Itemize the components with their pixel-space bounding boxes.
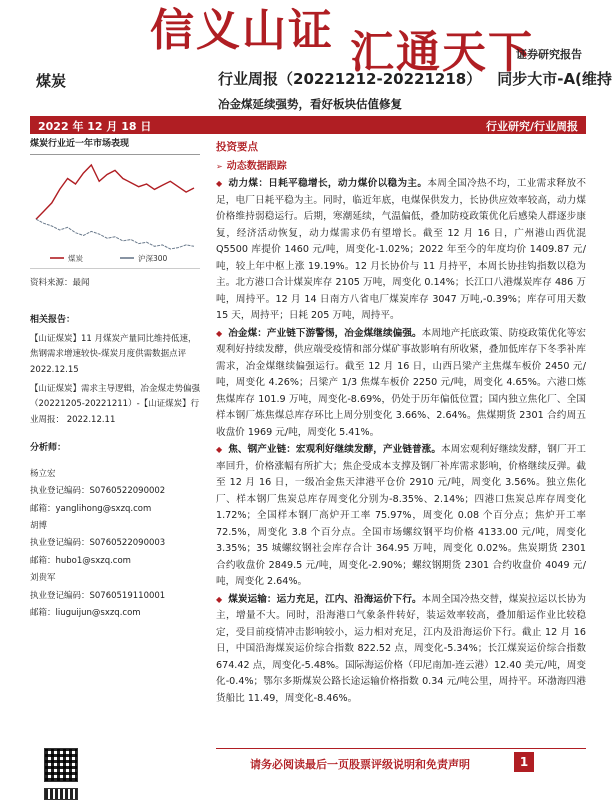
footer-divider <box>216 748 586 749</box>
paragraph-transport <box>216 592 586 708</box>
report-type: 证券研究报告 <box>516 48 582 61</box>
bullet-icon: ◆ <box>216 179 223 189</box>
slogan-part-1: 信义山证 <box>150 5 334 56</box>
analyst-name: 刘贵军 <box>30 573 56 584</box>
paragraph-thermal-coal <box>216 176 586 325</box>
report-title-text: 行业周报（20221212-20221218） <box>218 70 482 88</box>
main-content <box>216 138 586 707</box>
sub-heading-text: 动态数据跟踪 <box>226 161 287 173</box>
arrow-icon: ➢ <box>216 162 223 172</box>
paragraph-body: 本周全国冷热交替，煤炭拉运以长协为主，增量不大。同时，沿海港口气象条件转好，装运效率较高，叠加船运作业比较稳定，受目前疫情冲击影响较小，运力相对充足，江内及沿海运价下行。截止 12 月 16 日，中国沿海煤炭运价综合指数 822.52 点，周变化-5.34%；长江煤炭运价综合指数 674.42 点，周变化-5.48%。国际海运价格（印尼南加-连云港）12.40 美元/吨，周变化-0.4%；鄂尔多斯煤炭公路长途运输价格指数 0.34 元/吨公里，周持平。环渤海四港货船比 11.49，周变化-8.46%。 <box>216 593 587 704</box>
report-subtitle: 冶金煤延续强势，看好板块估值修复 <box>218 97 402 111</box>
chart-title: 煤炭行业近一年市场表现 <box>30 138 200 155</box>
legend-label-0: 煤炭 <box>68 253 83 263</box>
barcode-icon <box>44 788 78 800</box>
series-line-0 <box>36 165 194 219</box>
chart-source: 资料来源：最闻 <box>30 277 90 288</box>
market-performance-chart <box>30 157 200 269</box>
paragraph-body: 本周全国冷热不均，工业需求释放不足，电厂日耗平稳为主。同时，临近年底，电煤保供发力，长协供应效率较高，动力煤价格维持弱稳运行。后期，寒潮延续，气温偏低，叠加防疫政策优化后感染人群逐步康复，经济活动恢复，动力煤需求仍有望增长。截至 12 月 16 日，广州港山西优混 Q5500 库提价 1460 元/吨，周变化-1.02%；2022 年至今的年度均价 1409.87 元/吨，较上年中枢上涨 19.19%。12 月长协价与 11 月持平，本周长协挂钩指数以稳为主。北方港口合计煤炭库存 2105 万吨，周变化 0.14%；长江口八港煤炭库存 486 万吨，周持平。12 月 14 日南方八省电厂煤炭库存 3047 万吨,-0.39%；库存可用天数 15 天，周持平；日耗 205 万吨，周持平。 <box>216 178 587 322</box>
section-heading: 投资要点 <box>216 141 258 153</box>
page-number: 1 <box>514 752 534 772</box>
analyst-title: 分析师： <box>30 442 67 453</box>
disclaimer-notice[interactable]: 请务必阅读最后一页股票评级说明和免责声明 <box>250 758 470 771</box>
analyst-email[interactable]: 邮箱：liuguijun@sxzq.com <box>30 608 141 619</box>
report-date: 2022 年 12 月 18 日 <box>38 120 152 133</box>
report-classification: 行业研究/行业周报 <box>485 120 578 133</box>
analyst-email[interactable]: 邮箱：yanglihong@sxzq.com <box>30 503 152 514</box>
analyst-name: 胡博 <box>30 521 48 532</box>
brand-slogan <box>150 0 534 78</box>
related-report-2[interactable]: 【山证煤炭】需求主导逻辑，冶金煤走势偏强（20221205-20221211）-【山证煤炭】行业周报： 2022.12.11 <box>30 383 201 425</box>
rating: 同步大市-A(维持 <box>497 70 612 88</box>
analyst-reg: 执业登记编码：S0760519110001 <box>30 590 166 601</box>
paragraph-lead: 煤炭运输：运力充足，江内、沿海运价下行。 <box>228 593 422 605</box>
analyst-reg: 执业登记编码：S0760522090002 <box>30 486 166 497</box>
chart-svg <box>30 157 200 269</box>
legend-label-1: 沪深300 <box>138 253 168 263</box>
date-bar <box>30 116 586 134</box>
paragraph-lead: 动力煤：日耗平稳增长，动力煤价以稳为主。 <box>228 178 428 190</box>
paragraph-coking-coal <box>216 326 586 442</box>
analyst-list <box>30 466 200 623</box>
analyst-email[interactable]: 邮箱：hubo1@sxzq.com <box>30 555 131 566</box>
paragraph-lead: 焦、钢产业链：宏观利好继续发酵，产业链普涨。 <box>228 444 442 456</box>
paragraph-body: 本周宏观利好继续发酵，钢厂开工率回升，价格涨幅有所扩大；焦企受成本支撑及钢厂补库需求影响，价格继续反弹。截至 12 月 16 日，一级冶金焦天津港平仓价 2910 元/吨，周变化 3.56%。独立焦化厂、样本钢厂焦炭总库存周变化分别为-8.35%、2.14%；四港口焦炭总库存周变化 1.72%；全国样本钢厂高炉开工率 75.97%，周变化 0.08 个百分点；焦炉开工率 72.5%，周变化 3.8 个百分点。全国市场螺纹钢平均价格 4133.00 元/吨，周变化 3.35%；35 城螺纹钢社会库存合计 364.95 万吨，周变化 0.02%。焦炭期货 2301 合约收盘价 2849.5 元/吨，周变化-2.90%；螺纹钢期货 2301 合约收盘价 4049 元/吨，周变化 2.64%。 <box>216 444 587 588</box>
bullet-icon: ◆ <box>216 328 223 338</box>
slogan-part-2: 汇通天下 <box>350 27 534 78</box>
related-title: 相关报告： <box>30 315 76 326</box>
qr-code-icon <box>44 748 78 782</box>
industry-category: 煤炭 <box>36 72 67 90</box>
analyst-name: 杨立宏 <box>30 468 56 479</box>
bullet-icon: ◆ <box>216 594 223 604</box>
related-report-1[interactable]: 【山证煤炭】11 月煤炭产量同比维持低速，焦钢需求增速较快-煤炭月度供需数据点评 2022.12.15 <box>30 334 197 375</box>
analyst-reg: 执业登记编码：S0760522090003 <box>30 538 166 549</box>
sidebar <box>30 138 200 623</box>
paragraph-lead: 冶金煤：产业链下游警惕，冶金煤继续偏强。 <box>228 327 422 339</box>
paragraph-body: 本周地产托底政策、防疫政策优化等宏观利好持续发酵，供应端受疫情和部分煤矿事故影响有所收紧，叠加低库存下冬季补库需求，冶金煤继续偏强运行。截至 12 月 16 日，山西吕梁产主焦煤车板价 2450 元/吨，周变化 4.26%；吕梁产 1/3 焦煤车板价 2250 元/吨，周变化 4.65%。六港口炼焦煤库存 101.9 万吨，周变化-8.69%，仍处于历年偏低位置；国内独立焦化厂、全国样本钢厂炼焦煤总库存环比上周分别变化 3.66%、2.64%。焦煤期货 2301 合约周五收盘价 1969 元/吨，周变化 5.41%。 <box>216 327 587 438</box>
bullet-icon: ◆ <box>216 445 223 455</box>
series-line-1 <box>36 219 194 249</box>
paragraph-coke-steel <box>216 442 586 591</box>
sub-heading <box>216 158 586 175</box>
header-banner <box>0 0 600 78</box>
report-title <box>218 68 612 89</box>
